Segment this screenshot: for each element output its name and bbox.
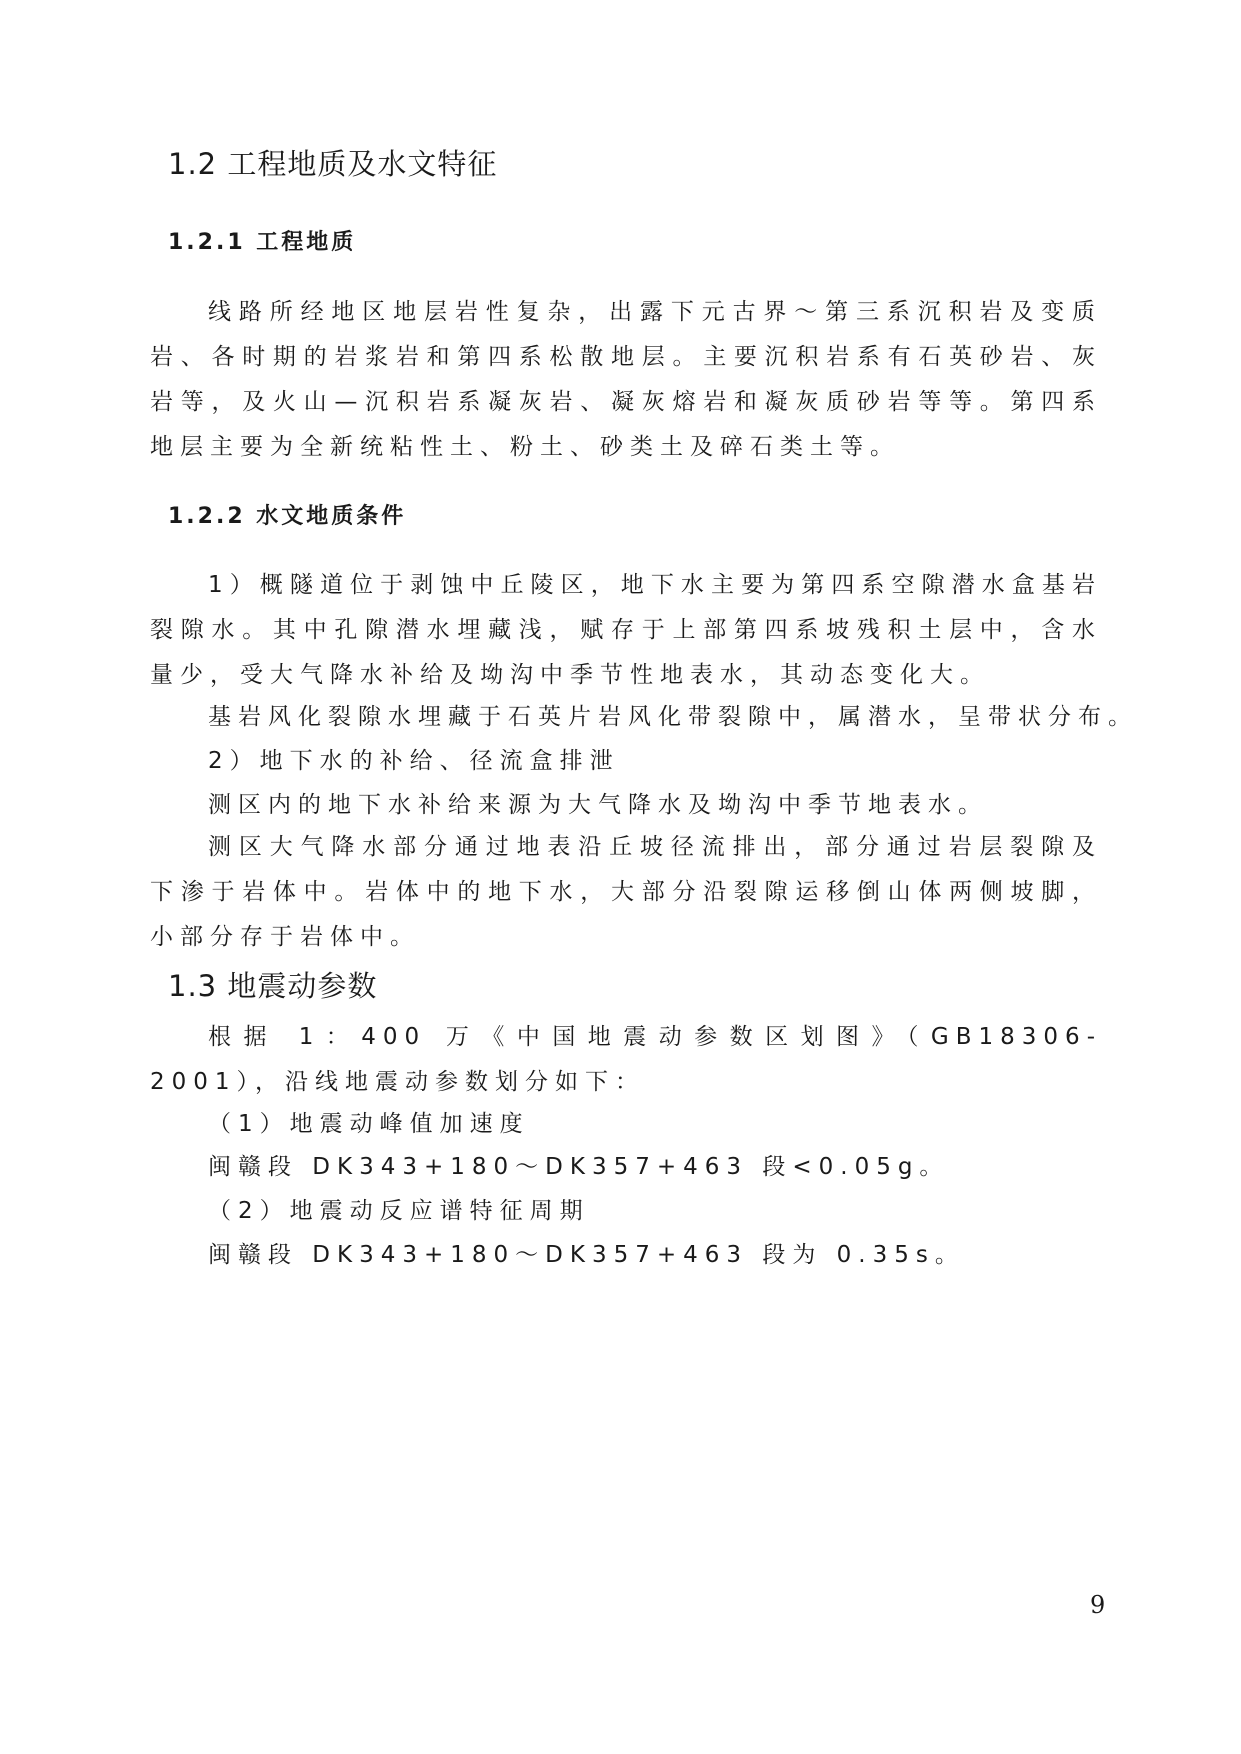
paragraph-hydrogeology-5: 测区大气降水部分通过地表沿丘坡径流排出，部分通过岩层裂隙及下渗于岩体中。岩体中的地下水，大部分沿裂隙运移倒山体两侧坡脚，小部分存于岩体中。	[150, 834, 1102, 950]
seismic-item-1-value: 闽赣段 DK343+180～DK357+463 段<0.05g。	[208, 1154, 950, 1180]
paragraph-hydrogeology-4: 测区内的地下水补给来源为大气降水及坳沟中季节地表水。	[208, 792, 988, 818]
seismic-item-1-title: （1）地震动峰值加速度	[208, 1111, 530, 1137]
paragraph-engineering-geology: 线路所经地区地层岩性复杂，出露下元古界～第三系沉积岩及变质岩、各时期的岩浆岩和第四系松散地层。主要沉积岩系有石英砂岩、灰岩等，及火山—沉积岩系凝灰岩、凝灰熔岩和凝灰质砂岩等等。第四系地层主要为全新统粘性土、粉土、砂类土及碎石类土等。	[150, 299, 1102, 460]
section-heading-1-2: 1.2 工程地质及水文特征	[168, 147, 498, 181]
page-number: 9	[1090, 1591, 1106, 1619]
paragraph-hydrogeology-1: 1）概隧道位于剥蚀中丘陵区，地下水主要为第四系空隙潜水盒基岩裂隙水。其中孔隙潜水埋藏浅，赋存于上部第四系坡残积土层中，含水量少，受大气降水补给及坳沟中季节性地表水，其动态变化大。	[150, 572, 1102, 688]
paragraph-hydrogeology-2: 基岩风化裂隙水埋藏于石英片岩风化带裂隙中，属潜水，呈带状分布。	[208, 704, 1138, 730]
paragraph-seismic-intro: 根据 1：400 万《中国地震动参数区划图》（GB18306-2001），沿线地震动参数划分如下：	[150, 1024, 1102, 1095]
section-heading-1-3: 1.3 地震动参数	[168, 969, 378, 1003]
seismic-item-2-title: （2）地震动反应谱特征周期	[208, 1198, 590, 1224]
seismic-item-2-value: 闽赣段 DK343+180～DK357+463 段为 0.35s。	[208, 1242, 965, 1268]
subsection-heading-1-2-2: 1.2.2 水文地质条件	[168, 504, 407, 529]
subsection-heading-1-2-1: 1.2.1 工程地质	[168, 230, 357, 255]
paragraph-hydrogeology-3: 2）地下水的补给、径流盒排泄	[208, 748, 620, 774]
